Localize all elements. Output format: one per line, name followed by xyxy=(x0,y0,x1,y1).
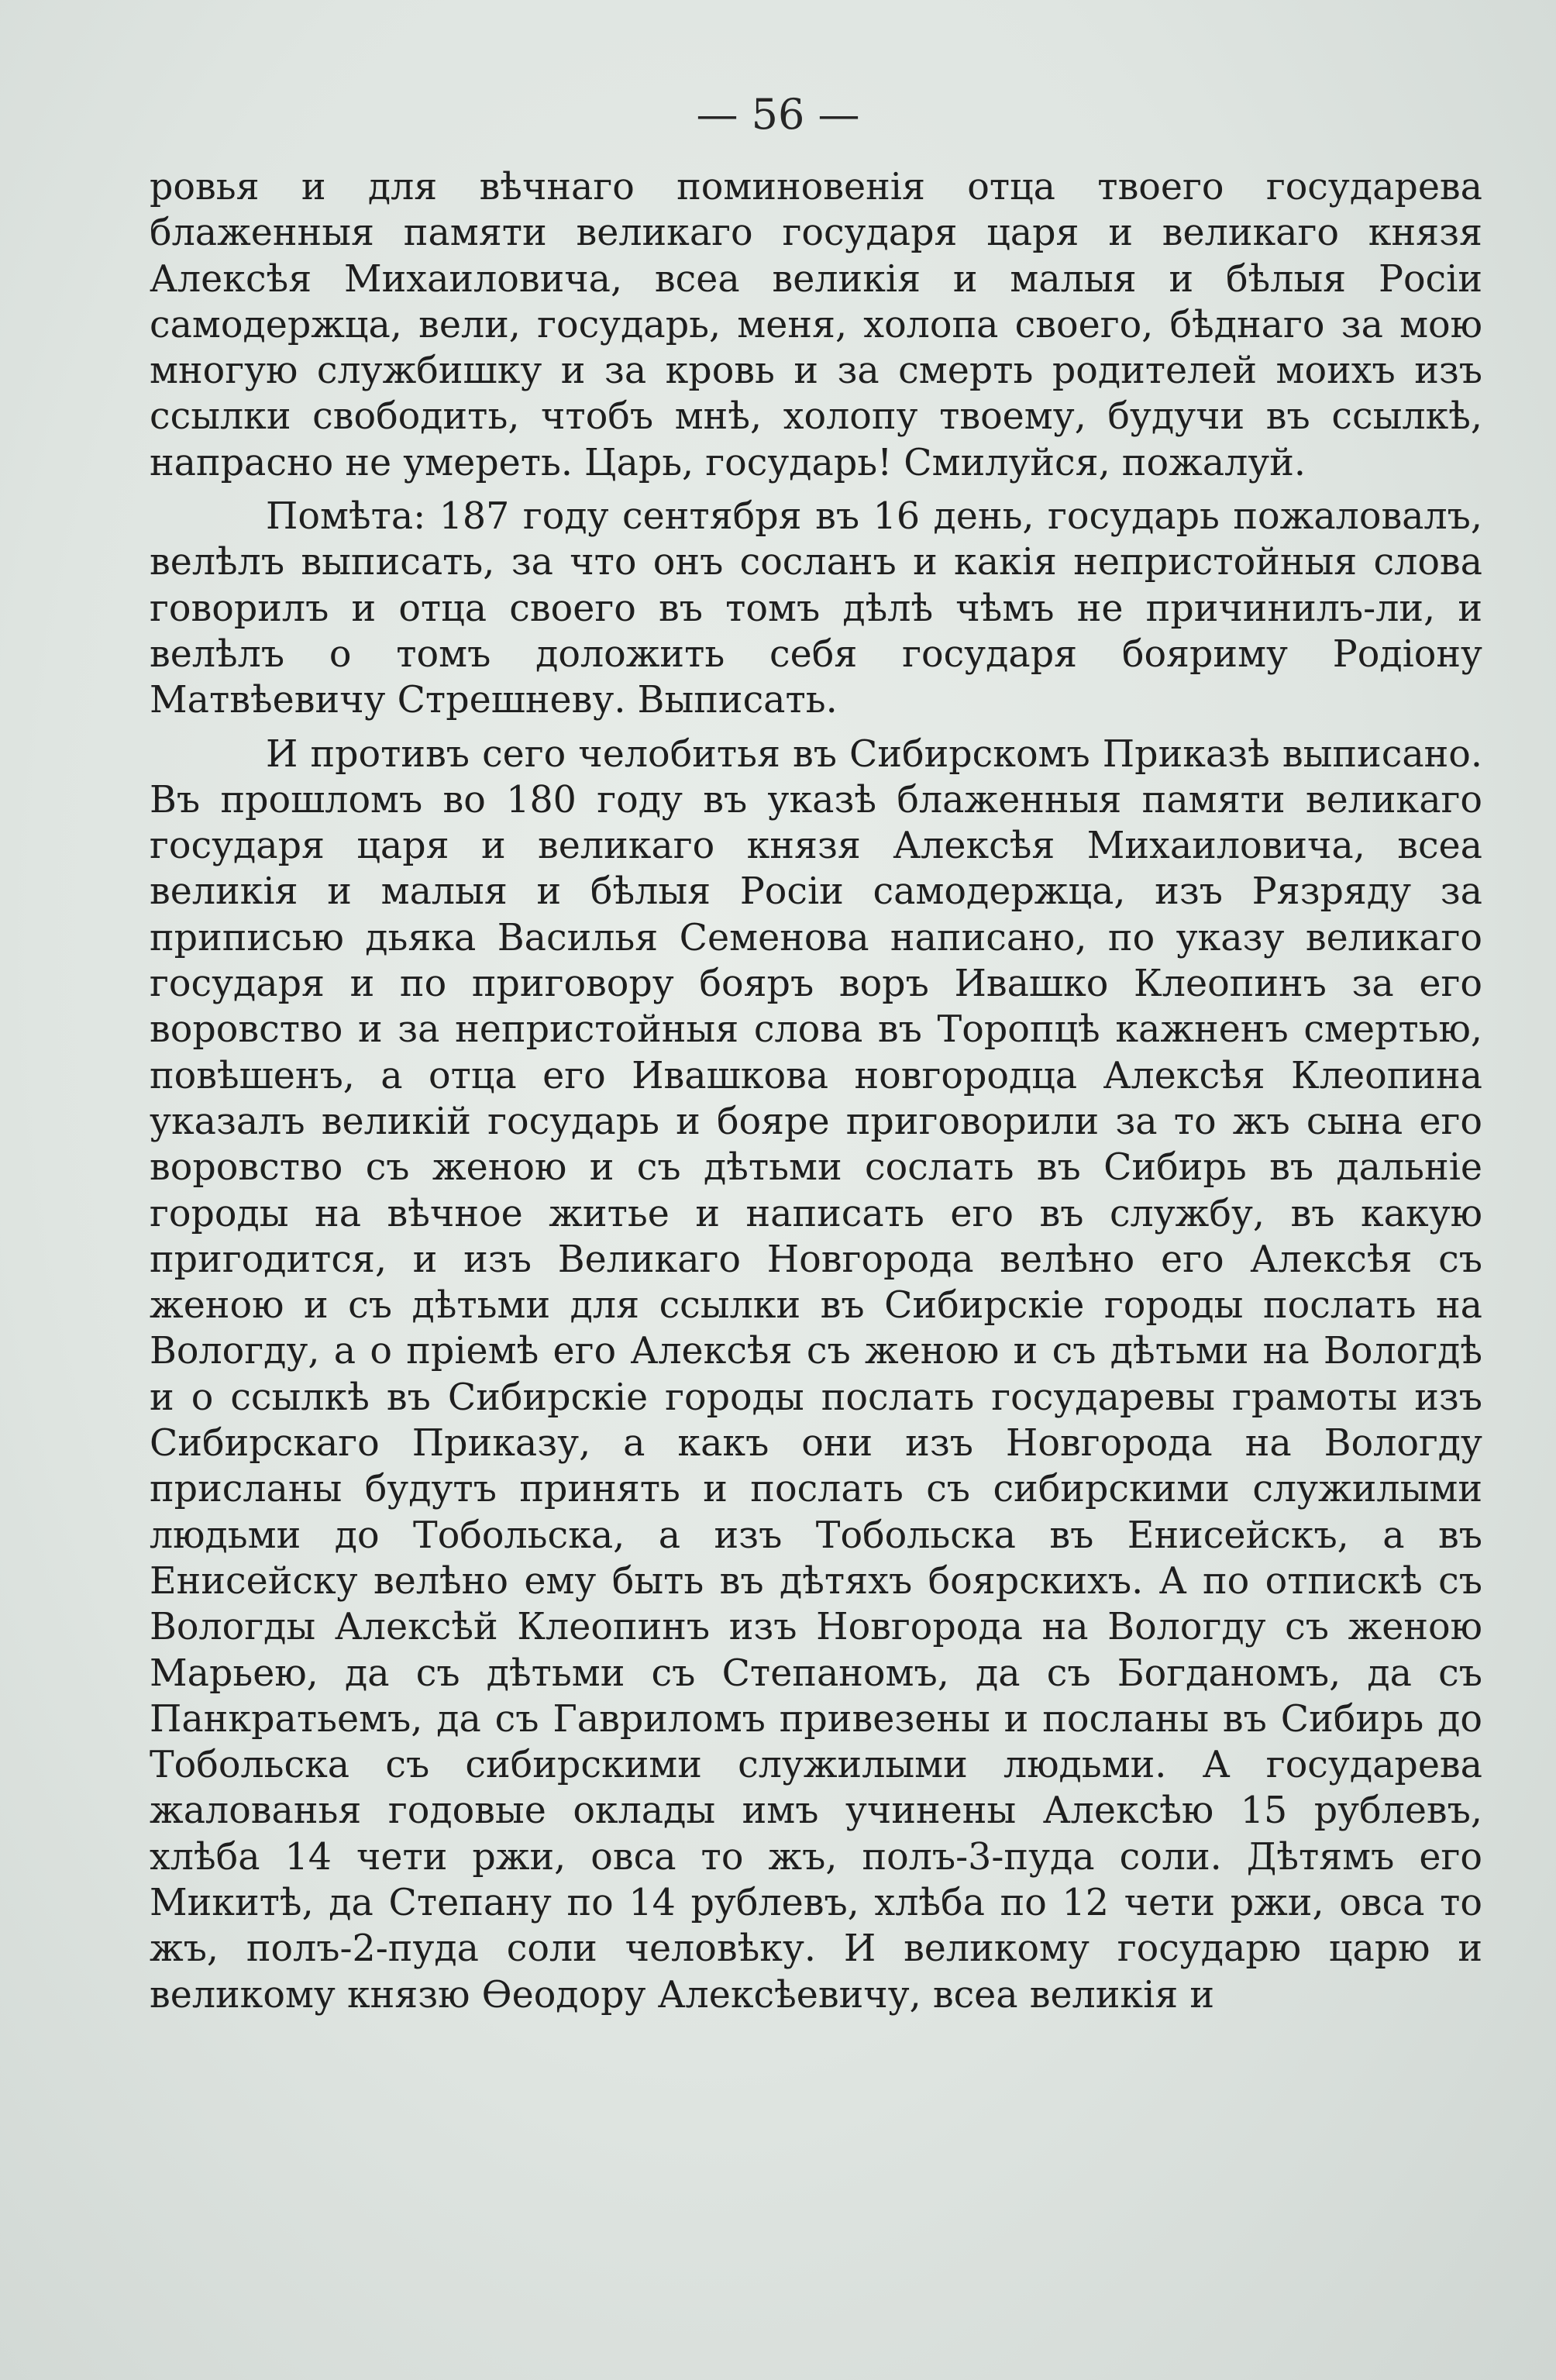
paragraph-extract: И противъ сего челобитья въ Сибирскомъ Приказѣ выписано. Въ прошломъ во 180 году въ указѣ блаженныя памяти великаго государя царя и великаго князя Алексѣя Михаиловича, всеа великія и малыя и бѣлыя Росіи самодержца, изъ Рязряду за приписью дьяка Василья Семенова написано, по указу великаго государя и по приговору бояръ воръ Ивашко Клеопинъ за его воровство и за непристойныя слова въ Торопцѣ кажненъ смертью, повѣшенъ, а отца его Ивашкова новгородца Алексѣя Клеопина указалъ великій государь и бояре приговорили за то жъ сына его воровство съ женою и съ дѣтьми сослать въ Сибирь въ дальніе городы на вѣчное житье и написать его въ службу, въ какую пригодится, и изъ Великаго Новгорода велѣно его Алексѣя съ женою и съ дѣтьми для ссылки въ Сибирскіе городы послать на Вологду, а о пріемѣ его Алексѣя съ женою и съ дѣтьми на Вологдѣ и о ссылкѣ въ Сибирскіе городы послать государевы грамоты изъ Сибирскаго Приказу, а какъ они изъ Новгорода на Вологду присланы будутъ принять и послать съ сибирскими служилыми людьми до Тобольска, а изъ Тобольска въ Енисейскъ, а въ Енисейску велѣно ему быть въ дѣтяхъ боярскихъ. А по отпискѣ съ Вологды Алексѣй Клеопинъ изъ Новгорода на Вологду съ женою Марьею, да съ дѣтьми съ Степаномъ, да съ Богданомъ, да съ Панкратьемъ, да съ Гавриломъ привезены и посланы въ Сибирь до Тобольска съ сибирскими служилыми людьми. А государева жалованья годовые оклады имъ учинены Алексѣю 15 рублевъ, хлѣба 14 чети ржи, овса то жъ, полъ-3-пуда соли. Дѣтямъ его Микитѣ, да Степану по 14 рублевъ, хлѣба по 12 чети ржи, овса то жъ, полъ-2-пуда соли человѣку. И великому государю царю и великому князю Ѳеодору Алексѣевичу, всеа великія и xyxy=(150,732,1482,2017)
page-number: — 56 — xyxy=(696,90,860,139)
body-text xyxy=(150,164,1482,2018)
paragraph-pometa: Помѣта: 187 году сентября въ 16 день, государь пожаловалъ, велѣлъ выписать, за что онъ сосланъ и какія непристойныя слова говорилъ и отца своего въ томъ дѣлѣ чѣмъ не причинилъ-ли, и велѣлъ о томъ доложить себя государя бояриму Родіону Матвѣевичу Стрешневу. Выписать. xyxy=(150,495,1482,722)
paragraph-petition-ending: ровья и для вѣчнаго поминовенія отца твоего государева блаженныя памяти великаго государя царя и великаго князя Алексѣя Михаиловича, всеа великія и малыя и бѣлыя Росіи самодержца, вели, государь, меня, холопа своего, бѣднаго за мою многую службишку и за кровь и за смерть родителей моихъ изъ ссылки свободить, чтобъ мнѣ, холопу твоему, будучи въ ссылкѣ, напрасно не умереть. Царь, государь! Смилуйся, пожалуй. xyxy=(150,166,1482,484)
